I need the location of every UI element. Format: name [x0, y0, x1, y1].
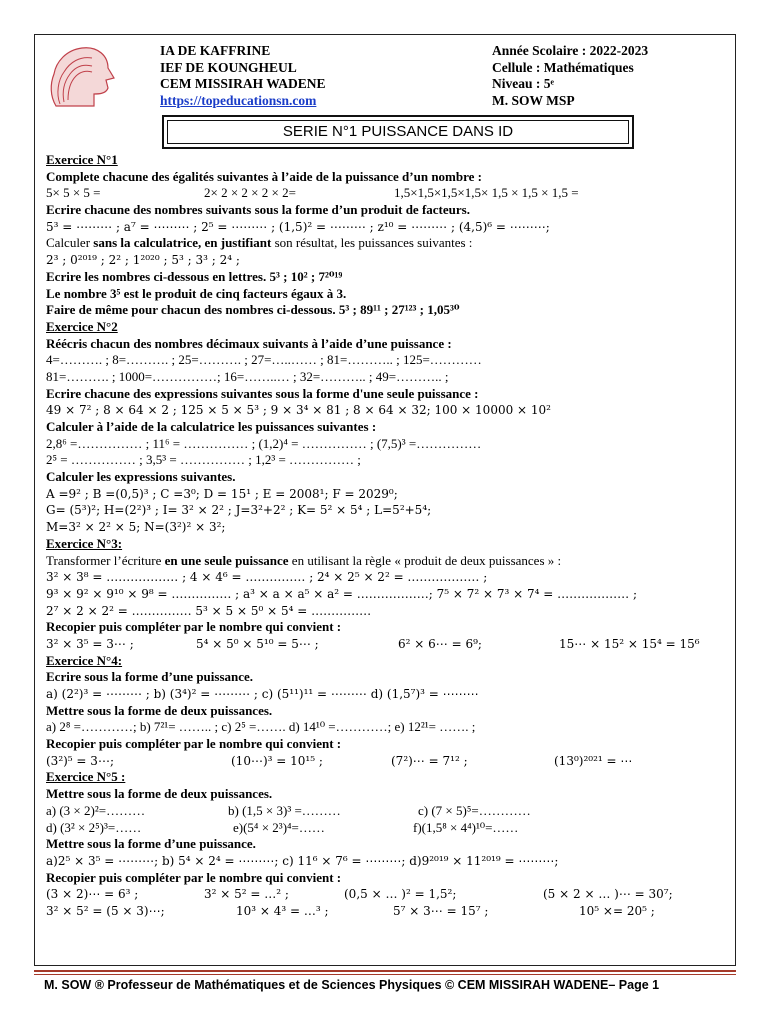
text-line: [46, 402, 726, 419]
text-segment: Mettre sous la forme d’une puissance.: [46, 836, 256, 852]
header-level: Niveau : 5ᵉ: [492, 76, 554, 91]
text-line: [46, 903, 726, 920]
text-segment: d) (3² × 2⁵)³=……: [46, 819, 142, 835]
text-segment: a)2⁵ × 3⁵ = ⋯⋯⋯; b) 5⁴ × 2⁴ = ⋯⋯⋯; c) 11⁶ × 7⁶ = ⋯⋯⋯; d)9²⁰¹⁹ × 11²⁰¹⁹ = ⋯⋯⋯;: [46, 853, 559, 868]
text-line: [46, 853, 726, 870]
text-segment: e)(5⁴ × 2³)⁴=……: [233, 819, 325, 835]
text-line: [46, 185, 726, 202]
text-line: [46, 252, 726, 269]
text-line: [46, 169, 726, 186]
text-segment: Exercice N°3:: [46, 535, 123, 551]
website-link[interactable]: https://topeducationsn.com: [160, 92, 317, 108]
text-segment: Ecrire chacune des nombres suivants sous la forme d’un produit de facteurs.: [46, 202, 470, 218]
text-segment: son résultat, les puissances suivantes :: [271, 235, 473, 251]
text-segment: 49 × 7² ; 8 × 64 × 2 ; 125 × 5 × 5³ ; 9 × 3⁴ × 81 ; 8 × 64 × 32; 100 × 10000 × 10²: [46, 403, 551, 418]
text-segment: 3² × 5² = (5 × 3)⋯;: [46, 903, 165, 918]
text-segment: Exercice N°1: [46, 152, 118, 167]
text-segment: 15⋯ × 15² × 15⁴ = 15⁶: [559, 636, 700, 651]
text-segment: f)(1,5⁸ × 4⁴)¹⁰=……: [413, 819, 519, 835]
text-line: [46, 569, 726, 586]
text-line: [46, 603, 726, 620]
text-line: [46, 419, 726, 436]
text-segment: Recopier puis compléter par le nombre qui convient :: [46, 736, 342, 752]
text-line: [46, 369, 726, 386]
text-segment: 1,5×1,5×1,5×1,5× 1,5 × 1,5 × 1,5 =: [394, 185, 579, 201]
text-line: [46, 269, 726, 286]
text-segment: 5⁴ × 5⁰ × 5¹⁰ = 5⋯ ;: [196, 636, 319, 651]
text-line: [46, 219, 726, 236]
text-line: [46, 486, 726, 503]
text-line: [46, 235, 726, 252]
text-line: [46, 336, 726, 353]
text-segment: 2³ ; 0²⁰¹⁹ ; 2² ; 1²⁰²⁰ ; 5³ ; 3³ ; 2⁴ ;: [46, 253, 240, 268]
text-line: [46, 502, 726, 519]
text-segment: en utilisant la règle « produit de deux puissances » :: [288, 552, 562, 568]
text-segment: Calculer: [46, 235, 94, 251]
text-segment: (0,5 × … )² = 1,5²;: [344, 887, 457, 902]
page-footer: M. SOW ® Professeur de Mathématiques et de Sciences Physiques © CEM MISSIRAH WADENE– Page 1: [44, 978, 660, 992]
text-segment: 81=………. ; 1000=……………; 16=……..… ; 32=……….. ; 49=……….. ;: [46, 368, 449, 384]
text-line: [46, 769, 726, 786]
header-ia: IA DE KAFFRINE: [160, 43, 271, 58]
footer-divider: [34, 970, 736, 972]
text-segment: 5× 5 × 5 =: [46, 185, 101, 201]
text-segment: M=3² × 2² × 5; N=(3²)² × 3²;: [46, 520, 226, 535]
text-line: [46, 636, 726, 653]
text-segment: Exercice N°4:: [46, 652, 123, 668]
head-profile-logo: [42, 44, 142, 108]
text-line: [46, 653, 726, 670]
text-segment: Calculer à l’aide de la calculatrice les puissances suivantes :: [46, 419, 377, 434]
text-segment: (3 × 2)⋯ = 6³ ;: [46, 887, 139, 902]
text-line: [46, 753, 726, 770]
text-segment: 5³ = ⋯⋯⋯ ; a⁷ = ⋯⋯⋯ ; 2⁵ = ⋯⋯⋯ ; (1,5)² = ⋯⋯⋯ ; z¹⁰ = ⋯⋯⋯ ; (4,5)⁶ = ⋯⋯⋯;: [46, 219, 550, 234]
text-segment: 10⁵ ×= 20⁵ ;: [579, 903, 655, 918]
text-segment: (5 × 2 × … )⋯ = 30⁷;: [543, 887, 673, 902]
text-segment: Recopier puis compléter par le nombre qui convient :: [46, 619, 342, 635]
text-segment: (13⁰)²⁰²¹ = ⋯: [554, 753, 633, 768]
text-segment: 2⁵ = …………… ; 3,5³ = …………… ; 1,2³ = …………… ;: [46, 452, 361, 468]
text-line: [46, 736, 726, 753]
title-box: [162, 115, 634, 149]
text-segment: 5⁷ × 3⋯ = 15⁷ ;: [393, 903, 489, 918]
text-line: [46, 553, 726, 570]
text-line: [46, 586, 726, 603]
header-left: [160, 43, 326, 109]
text-segment: (7²)⋯ = 7¹² ;: [391, 753, 468, 768]
text-segment: a) (2²)³ = ⋯⋯⋯ ; b) (3⁴)² = ⋯⋯⋯ ; c) (5¹¹)¹¹ = ⋯⋯⋯ d) (1,5⁷)³ = ⋯⋯⋯: [46, 687, 479, 701]
header-cell: Cellule : Mathématiques: [492, 59, 634, 75]
text-segment: Exercice N°2: [46, 318, 118, 334]
text-line: [46, 786, 726, 803]
text-segment: Recopier puis compléter par le nombre qui convient :: [46, 869, 342, 885]
text-line: [46, 202, 726, 219]
text-segment: 3² × 3⁸ = ……………… ; 4 × 4⁶ = …………… ; 2⁴ × 2⁵ × 2² = ……………… ;: [46, 570, 488, 585]
header-ief: IEF DE KOUNGHEUL: [160, 59, 297, 75]
text-segment: 3² × 3⁵ = 3⋯ ;: [46, 636, 134, 651]
text-segment: A =9² ; B =(0,5)³ ; C =3⁰; D = 15¹ ; E = 2008¹; F = 2029⁰;: [46, 486, 398, 501]
text-segment: 2⁷ × 2 × 2² = …………… 5³ × 5 × 5⁰ × 5⁴ = ……………: [46, 603, 372, 618]
text-line: [46, 319, 726, 336]
text-segment: 4=………. ; 8=………. ; 25=………. ; 27=…..…… ; 81=……….. ; 125=…………: [46, 352, 482, 368]
text-segment: (3²)⁵ = 3⋯;: [46, 753, 114, 768]
text-segment: Exercice N°5 :: [46, 769, 126, 785]
text-line: [46, 469, 726, 486]
text-line: [46, 352, 726, 369]
text-line: [46, 686, 726, 703]
text-segment: en une seule puissance: [164, 552, 289, 568]
text-segment: Ecrire sous la forme d’une puissance.: [46, 669, 254, 685]
text-segment: G= (5³)²; H=(2²)³ ; I= 3² × 2² ; J=3²+2² ; K= 5² × 5⁴ ; L=5²+5⁴;: [46, 503, 432, 518]
text-line: [46, 669, 726, 686]
text-line: [46, 519, 726, 536]
text-line: [46, 803, 726, 820]
text-line: [46, 619, 726, 636]
text-segment: sans la calculatrice, en justifiant: [93, 235, 272, 251]
text-segment: (10⋯)³ = 10¹⁵ ;: [231, 753, 323, 768]
text-line: [46, 703, 726, 720]
text-line: [46, 719, 726, 736]
text-line: [46, 436, 726, 453]
text-line: [46, 386, 726, 403]
header-right: [492, 43, 648, 109]
text-segment: Ecrire les nombres ci-dessous en lettres. 5³ ; 10² ; 7²⁰¹⁹: [46, 268, 343, 284]
exercise-content: [46, 152, 726, 920]
text-segment: Calculer les expressions suivantes.: [46, 469, 236, 485]
text-segment: 10³ × 4³ = …³ ;: [236, 903, 329, 918]
header-teacher: M. SOW MSP: [492, 92, 575, 108]
header-school: CEM MISSIRAH WADENE: [160, 76, 326, 91]
text-segment: Mettre sous la forme de deux puissances.: [46, 786, 273, 802]
text-segment: a) 2⁸ =…………; b) 7²¹= …….. ; c) 2⁵ =……. d) 14¹⁰ =…………; e) 12²¹= ……. ;: [46, 719, 476, 735]
text-segment: 3² × 5² = …² ;: [204, 887, 289, 902]
header-year: Année Scolaire : 2022-2023: [492, 43, 649, 58]
text-line: [46, 286, 726, 303]
text-segment: Ecrire chacune des expressions suivantes sous la forme d'une seule puissance :: [46, 385, 479, 401]
text-segment: Mettre sous la forme de deux puissances.: [46, 702, 273, 718]
text-line: [46, 536, 726, 553]
text-segment: 2,8⁶ =…………… ; 11⁶ = …………… ; (1,2)⁴ = …………… ; (7,5)³ =……………: [46, 435, 482, 451]
footer-divider-thin: [34, 974, 736, 975]
text-segment: 2× 2 × 2 × 2 × 2=: [204, 185, 296, 201]
page-title: SERIE N°1 PUISSANCE DANS ID: [282, 123, 514, 140]
text-segment: Transformer l’écriture: [46, 552, 165, 568]
text-line: [46, 886, 726, 903]
text-segment: a) (3 × 2)²=………: [46, 802, 146, 818]
text-line: [46, 452, 726, 469]
text-segment: Complete chacune des égalités suivantes à l’aide de la puissance d’un nombre :: [46, 168, 482, 184]
text-segment: Réécris chacun des nombres décimaux suivants à l’aide d’une puissance :: [46, 335, 452, 351]
text-segment: c) (7 × 5)⁵=…………: [418, 802, 531, 818]
text-segment: b) (1,5 × 3)³ =………: [228, 802, 341, 818]
text-line: [46, 836, 726, 853]
text-line: [46, 302, 726, 319]
text-segment: 9³ × 9² × 9¹⁰ × 9⁸ = …………… ; a³ × a × a⁵ × a² = ………………; 7⁵ × 7² × 7³ × 7⁴ = ……………… ;: [46, 586, 638, 601]
text-line: [46, 152, 726, 169]
text-segment: 6² × 6⋯ = 6⁹;: [398, 636, 482, 651]
text-segment: Le nombre 3⁵ est le produit de cinq facteurs égaux à 3.: [46, 285, 347, 301]
text-line: [46, 870, 726, 887]
text-line: [46, 820, 726, 837]
text-segment: Faire de même pour chacun des nombres ci-dessous. 5³ ; 89¹¹ ; 27¹²³ ; 1,05³⁰: [46, 302, 460, 318]
